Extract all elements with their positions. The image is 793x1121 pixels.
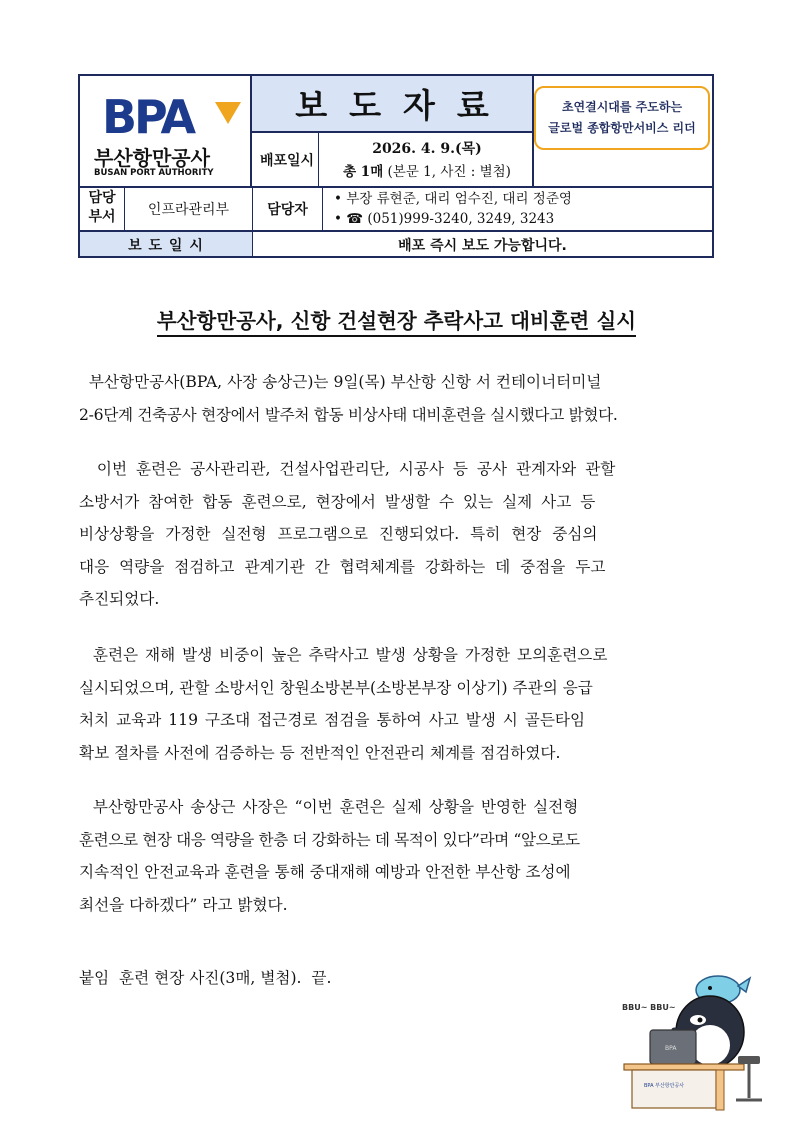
- slogan-box: [534, 86, 710, 150]
- headline-text: 부산항만공사, 신항 건설현장 추락사고 대비훈련 실시: [157, 309, 636, 337]
- page-count-detail: (본문 1, 사진 : 별첨): [383, 164, 511, 180]
- laptop-logo: BPA: [665, 1045, 677, 1052]
- org-name-ko: 부산항만공사: [94, 146, 210, 170]
- logo-triangle-icon: [215, 102, 241, 124]
- dept-label: [80, 189, 124, 227]
- logo-mark: BPA: [102, 90, 194, 144]
- paragraph-line: 지속적인 안전교육과 훈련을 통해 중대재해 예방과 안전한 부산항 조성에: [79, 863, 571, 881]
- embargo-label: 보 도 일 시: [128, 238, 204, 254]
- headline: [0, 304, 793, 334]
- attachment-line: 붙임 훈련 현장 사진(3매, 별첨). 끝.: [79, 969, 332, 987]
- paragraph-line: 부산항만공사(BPA, 사장 송상근)는 9일(목) 부산항 신항 서 컨테이너터미널: [79, 373, 602, 391]
- contact-phone: • ☎ (051)999-3240, 3249, 3243: [334, 211, 555, 227]
- paragraph-line: 확보 절차를 사전에 검증하는 등 전반적인 안전관리 체계를 점검하였다.: [79, 743, 561, 762]
- doc-type-title: 보도자료: [295, 86, 511, 125]
- divider: [78, 186, 714, 188]
- paragraph-line: 최선을 다하겠다” 라고 밝혔다.: [79, 895, 288, 914]
- slogan-line-2: 글로벌 종합항만서비스 리더: [548, 121, 696, 135]
- divider: [318, 131, 319, 186]
- paragraph-line: 훈련은 재해 발생 비중이 높은 추락사고 발생 상황을 가정한 모의훈련으로: [79, 646, 608, 664]
- doc-title-cell: [252, 76, 532, 133]
- slogan-line-1: 초연결시대를 주도하는: [561, 100, 683, 114]
- page-count: [322, 160, 532, 180]
- paragraph-line: 비상상황을 가정한 실전형 프로그램으로 진행되었다. 특히 현장 중심의: [79, 525, 598, 543]
- paragraph-line: 소방서가 참여한 합동 훈련으로, 현장에서 발생할 수 있는 실제 사고 등: [79, 492, 596, 511]
- page-count-total: 총 1매: [343, 164, 384, 180]
- dept-name: 인프라관리부: [147, 202, 230, 218]
- paragraph-line: 실시되었으며, 관할 소방서인 창원소방본부(소방본부장 이상기) 주관의 응급: [79, 678, 593, 697]
- release-date-label: 배포일시: [259, 153, 315, 169]
- paragraph-line: 처치 교육과 119 구조대 접근경로 점검을 통하여 사고 발생 시 골든타임: [79, 711, 586, 729]
- mascot-speech: BBU~ BBU~: [622, 1003, 676, 1012]
- paragraph-line: 추진되었다.: [79, 590, 160, 608]
- paragraph-line: 2-6단계 건축공사 현장에서 발주처 합동 비상사태 대비훈련을 실시했다고 밝혔다.: [79, 405, 618, 424]
- press-release-header: [78, 74, 714, 258]
- paragraph-line: 이번 훈련은 공사관리관, 건설사업관리단, 시공사 등 공사 관계자와 관할: [79, 460, 616, 478]
- paragraph-line: 대응 역량을 점검하고 관계기관 간 협력체계를 강화하는 데 중점을 두고: [79, 557, 606, 576]
- paragraph-4: [79, 791, 715, 921]
- paragraph-1: [79, 366, 715, 431]
- org-name-en: BUSAN PORT AUTHORITY: [94, 168, 214, 178]
- paragraph-3: [79, 639, 715, 769]
- release-date: 2026. 4. 9.(목): [372, 141, 482, 157]
- paragraph-line: 부산항만공사 송상근 사장은 “이번 훈련은 실제 상황을 반영한 실전형: [79, 798, 579, 816]
- contact-people: • 부장 류현준, 대리 엄수진, 대리 정준영: [334, 191, 572, 207]
- desk-logo: BPA 부산항만공사: [644, 1083, 685, 1089]
- contact-label: 담당자: [267, 202, 308, 218]
- dept-label-2: 부서: [88, 209, 116, 225]
- paragraph-2: [79, 453, 715, 616]
- mascot-illustration: [620, 970, 785, 1115]
- logo: [80, 76, 250, 186]
- dept-label-1: 담당: [88, 190, 116, 206]
- mascot-drawing: [620, 970, 785, 1115]
- paragraph-line: 훈련으로 현장 대응 역량을 한층 더 강화하는 데 목적이 있다”라며 “앞으로도: [79, 830, 580, 849]
- divider: [322, 188, 323, 230]
- embargo-value: 배포 즉시 보도 가능합니다.: [398, 238, 567, 254]
- contact-info: [334, 189, 572, 229]
